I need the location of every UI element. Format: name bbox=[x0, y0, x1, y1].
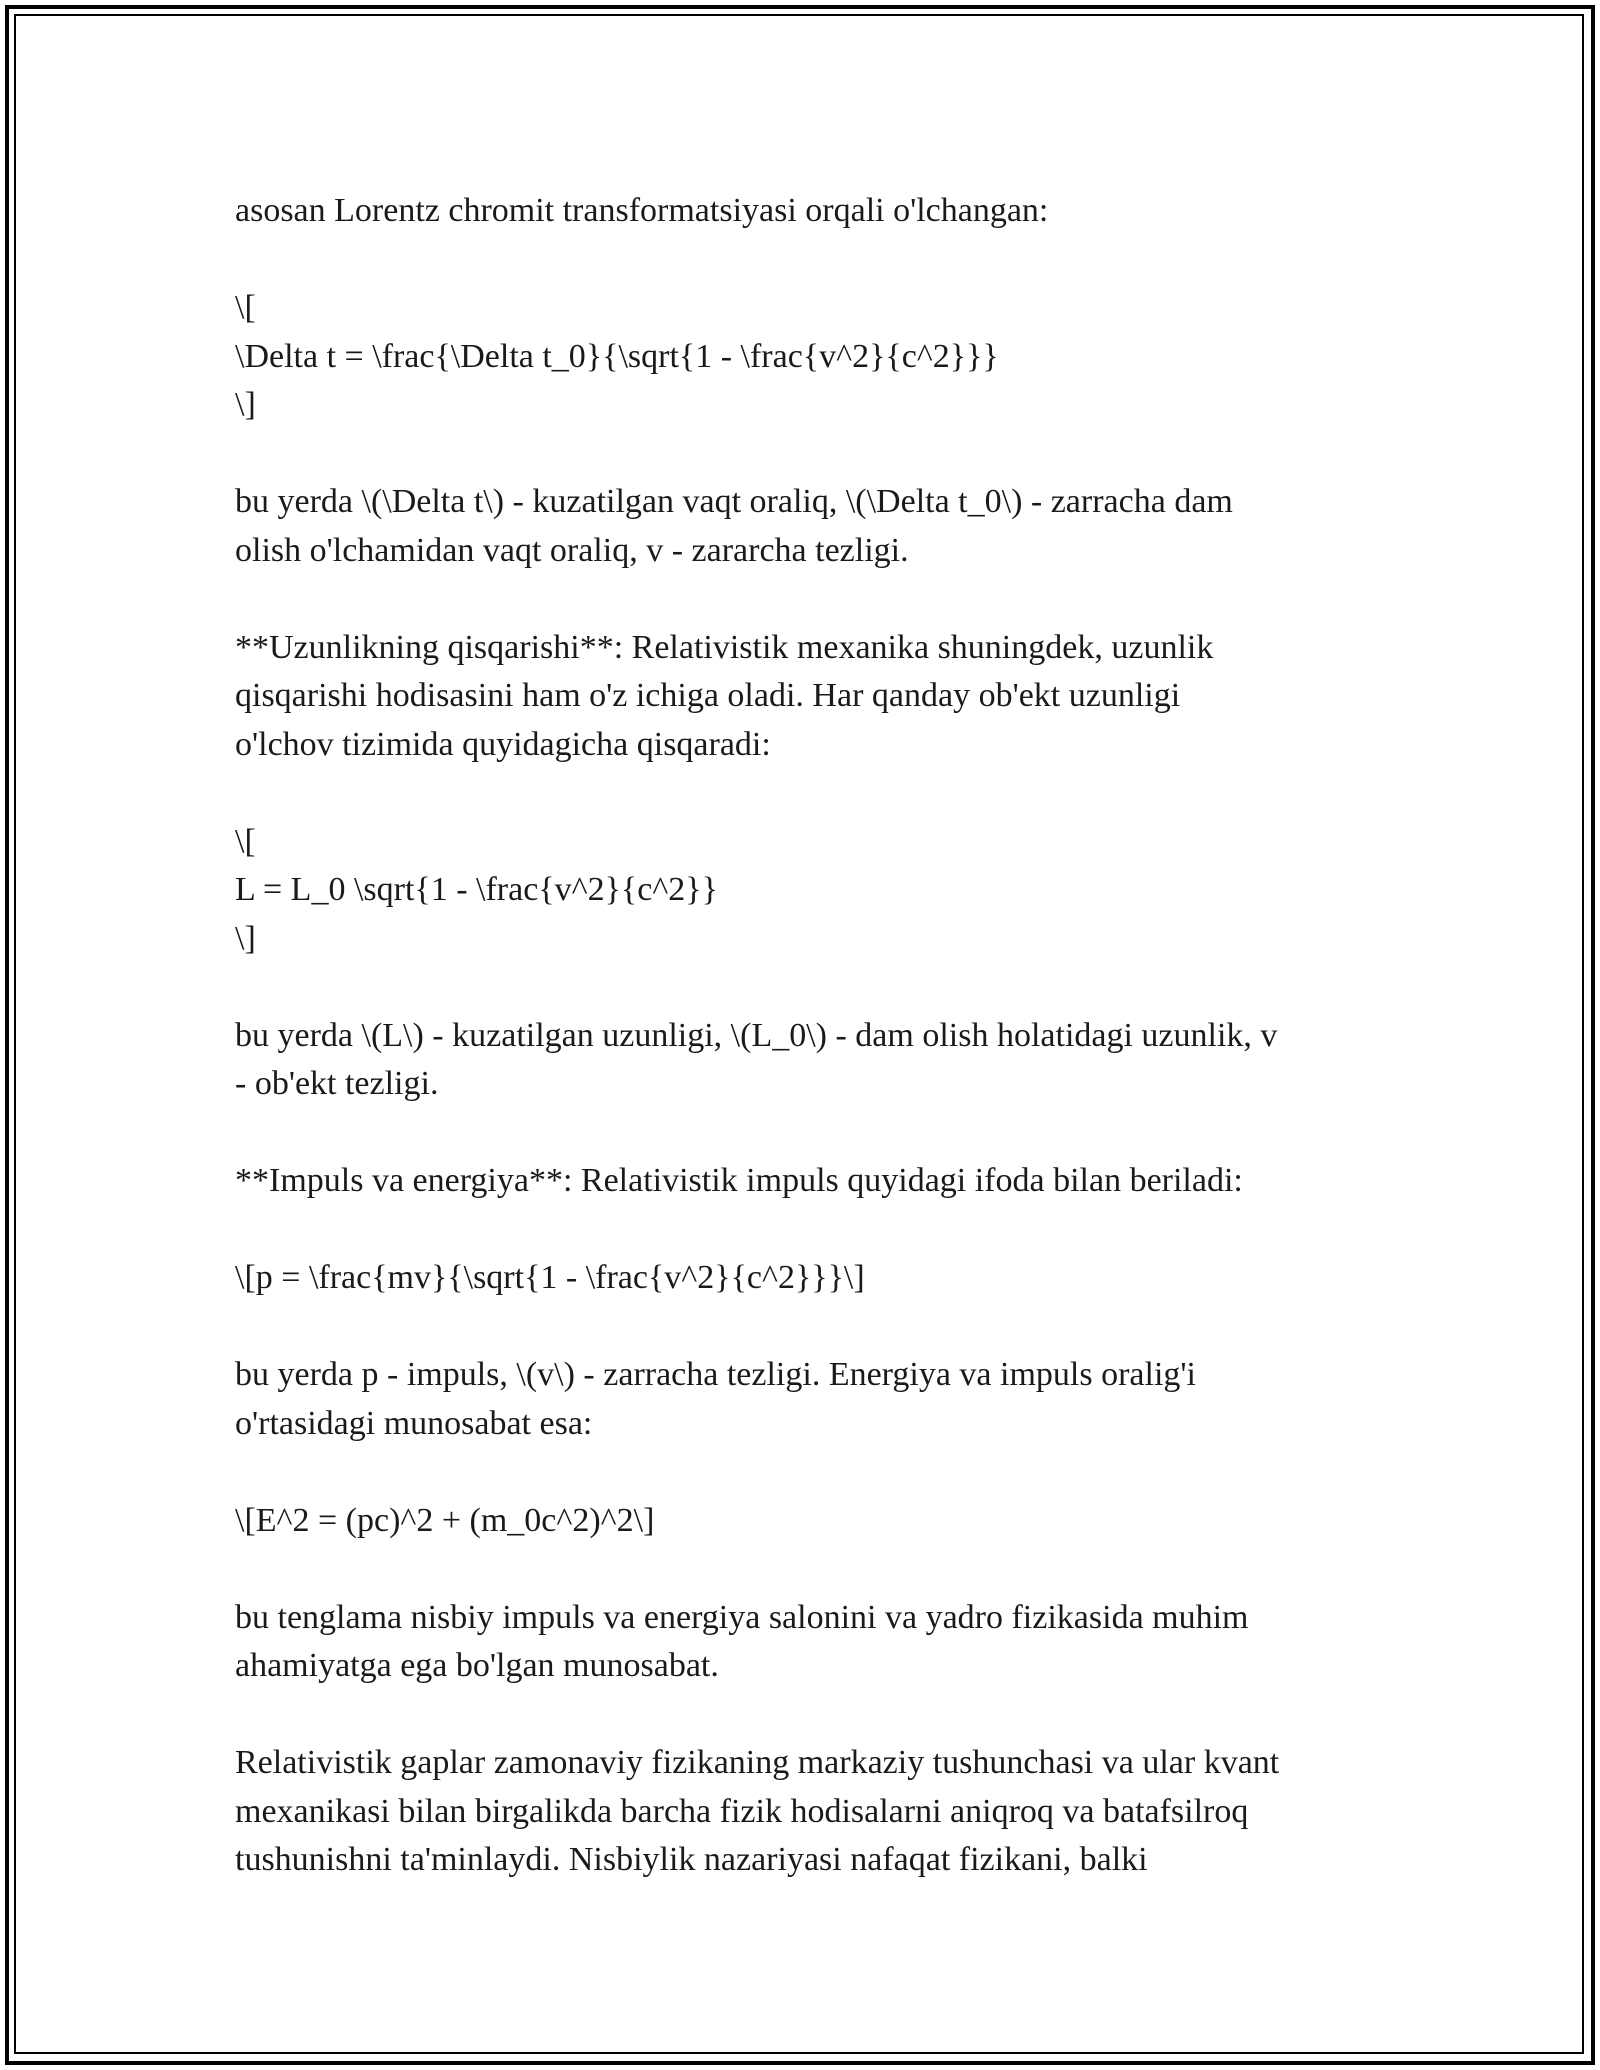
text-line: asosan Lorentz chromit transformatsiyasi orqali o'lchangan: bbox=[235, 192, 1049, 229]
paragraph bbox=[235, 478, 1405, 575]
text-line: o'rtasidagi munosabat esa: bbox=[235, 1404, 593, 1442]
paragraph-gap bbox=[235, 430, 1405, 479]
paragraph bbox=[235, 1012, 1405, 1109]
text-line: bu yerda \(\Delta t\) - kuzatilgan vaqt oraliq, \(\Delta t_0\) - zarracha dam bbox=[235, 483, 1233, 520]
text-line: o'lchov tizimida quyidagicha qisqaradi: bbox=[235, 725, 771, 763]
text-line: bu yerda p - impuls, \(v\) - zarracha tezligi. Energiya va impuls oralig'i bbox=[235, 1356, 1196, 1393]
text-line: L = L_0 \sqrt{1 - \frac{v^2}{c^2}} bbox=[235, 871, 718, 908]
paragraph-gap bbox=[235, 1109, 1405, 1158]
paragraph-gap bbox=[235, 769, 1405, 818]
text-line: mexanikasi bilan birgalikda barcha fizik hodisalarni aniqroq va batafsilroq bbox=[235, 1792, 1249, 1830]
paragraph bbox=[235, 1739, 1405, 1885]
text-line: \] bbox=[235, 919, 256, 957]
paragraph bbox=[235, 1497, 1405, 1546]
paragraph bbox=[235, 1254, 1405, 1303]
paragraph-gap bbox=[235, 1206, 1405, 1255]
text-line: \] bbox=[235, 386, 256, 423]
paragraph-gap bbox=[235, 236, 1405, 285]
text-line: **Uzunlikning qisqarishi**: Relativistik mexanika shuningdek, uzunlik bbox=[235, 628, 1214, 666]
text-line: bu tenglama nisbiy impuls va energiya salonini va yadro fizikasida muhim bbox=[235, 1598, 1249, 1636]
paragraph bbox=[235, 818, 1405, 964]
paragraph-gap bbox=[235, 1448, 1405, 1497]
paragraph bbox=[235, 624, 1405, 770]
paragraph bbox=[235, 284, 1405, 430]
paragraph-gap bbox=[235, 1303, 1405, 1352]
paragraph bbox=[235, 1157, 1405, 1206]
text-line: - ob'ekt tezligi. bbox=[235, 1065, 439, 1102]
paragraph-gap bbox=[235, 1691, 1405, 1740]
text-line: \[p = \frac{mv}{\sqrt{1 - \frac{v^2}{c^2}}}\] bbox=[235, 1259, 865, 1296]
paragraph-gap bbox=[235, 575, 1405, 624]
paragraph-gap bbox=[235, 963, 1405, 1012]
text-line: \[ bbox=[235, 289, 256, 326]
paragraph bbox=[235, 187, 1405, 236]
paragraph bbox=[235, 1351, 1405, 1448]
text-line: \[ bbox=[235, 822, 256, 860]
text-line: olish o'lchamidan vaqt oraliq, v - zararcha tezligi. bbox=[235, 531, 909, 569]
text-line: bu yerda \(L\) - kuzatilgan uzunligi, \(L_0\) - dam olish holatidagi uzunlik, v bbox=[235, 1016, 1278, 1054]
text-line: \[E^2 = (pc)^2 + (m_0c^2)^2\] bbox=[235, 1501, 655, 1539]
text-line: **Impuls va energiya**: Relativistik impuls quyidagi ifoda bilan beriladi: bbox=[235, 1162, 1243, 1199]
text-line: Relativistik gaplar zamonaviy fizikaning markaziy tushunchasi va ular kvant bbox=[235, 1744, 1280, 1781]
text-line: tushunishni ta'minlaydi. Nisbiylik nazariyasi nafaqat fizikani, balki bbox=[235, 1841, 1148, 1878]
text-line: \Delta t = \frac{\Delta t_0}{\sqrt{1 - \frac{v^2}{c^2}}} bbox=[235, 337, 999, 375]
paragraph bbox=[235, 1594, 1405, 1691]
text-line: ahamiyatga ega bo'lgan munosabat. bbox=[235, 1647, 719, 1684]
paragraph-gap bbox=[235, 1545, 1405, 1594]
document-body bbox=[235, 187, 1405, 1885]
text-line: qisqarishi hodisasini ham o'z ichiga oladi. Har qanday ob'ekt uzunligi bbox=[235, 677, 1181, 714]
